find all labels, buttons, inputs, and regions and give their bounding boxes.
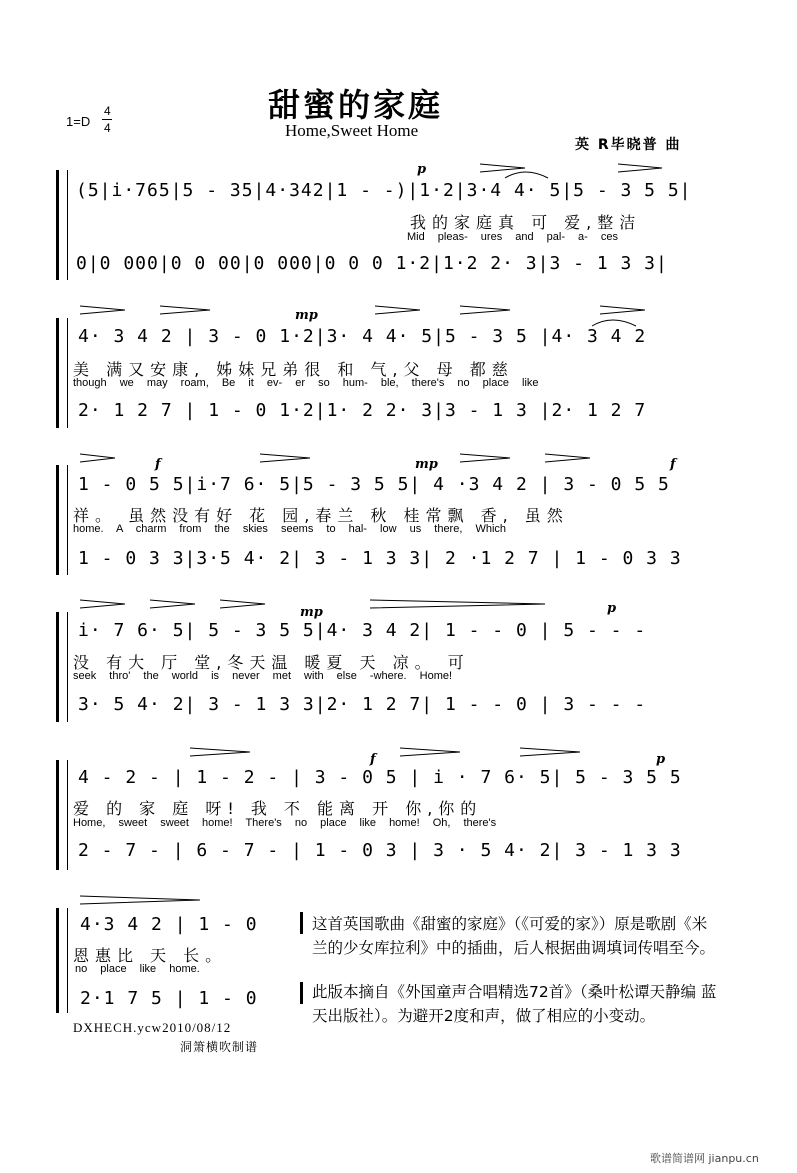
melody-line: 4· 3 4 2 | 3 - 0 1·2|3· 4 4· 5|5 - 3 5 |4· 3 4 2 (78, 326, 647, 347)
note-paragraph: 这首英国歌曲《甜蜜的家庭》（《可爱的家》）原是歌剧《米兰的少女库拉利》中的插曲，后人根据曲调填词传唱至今。 (312, 915, 716, 957)
lyrics-chinese: 祥。 虽然没有好 花 园,春兰 秋 桂常飘 香, 虽然 (73, 506, 569, 525)
crescendo-hairpin (480, 164, 525, 172)
crescendo-hairpin (375, 306, 420, 314)
harmony-line: 2· 1 2 7 | 1 - 0 1·2|1· 2 2· 3|3 - 1 3 |2· 1 2 7 (78, 400, 647, 421)
melody-line: 4·3 4 2 | 1 - 0 (80, 914, 258, 935)
time-signature-denominator: 4 (104, 121, 111, 135)
crescendo-hairpin (545, 454, 590, 462)
slur (592, 320, 636, 326)
song-subtitle: Home,Sweet Home (285, 121, 419, 140)
lyrics-chinese: 我的家庭真 可 爱,整洁 (410, 213, 642, 232)
crescendo-hairpin (460, 454, 510, 462)
note-paragraph: 此版本摘自《外国童声合唱精选72首》（桑叶松谭天静编 蓝天出版社）。为避开2度和声，做了相应的小变动。 (312, 983, 717, 1025)
crescendo-hairpin (260, 454, 310, 462)
dynamic-mark: p (656, 752, 666, 767)
melody-line: 1 - 0 5 5|i·7 6· 5|5 - 3 5 5| 4 ·3 4 2 | 3 - 0 5 5 (78, 474, 670, 495)
lyrics-chinese: 恩惠比 天 长。 (73, 946, 228, 965)
lyrics-english: Home, sweet sweet home! There's no place like home! Oh, there's (73, 817, 497, 829)
crescendo-hairpin (80, 600, 125, 608)
harmony-line: 2 - 7 - | 6 - 7 - | 1 - 0 3 | 3 · 5 4· 2| 3 - 1 3 3 (78, 840, 682, 861)
composer-credit: 英 R毕晓普 曲 (575, 137, 682, 153)
crescendo-hairpin (80, 896, 200, 904)
slur (505, 172, 548, 178)
crescendo-hairpin (460, 306, 510, 314)
song-title: 甜蜜的家庭 (268, 86, 444, 124)
lyrics-english: home. A charm from the skies seems to hal- low us there, Which (73, 523, 507, 535)
dynamic-mark: p (417, 162, 427, 177)
dynamic-mark: f (155, 457, 161, 472)
watermark: 歌谱简谱网 jianpu.cn (650, 1152, 759, 1165)
harmony-line: 3· 5 4· 2| 3 - 1 3 3|2· 1 2 7| 1 - - 0 | 3 - - - (78, 694, 647, 715)
harmony-line: 0|0 000|0 0 00|0 000|0 0 0 1·2|1·2 2· 3|3 - 1 3 3| (76, 253, 668, 274)
crescendo-hairpin (520, 748, 580, 756)
crescendo-hairpin (220, 600, 265, 608)
crescendo-hairpin (600, 306, 645, 314)
crescendo-hairpin (80, 454, 115, 462)
lyrics-chinese: 爱 的 家 庭 呀! 我 不 能离 开 你,你的 (73, 799, 483, 818)
crescendo-hairpin (190, 748, 250, 756)
key-signature: 1=D (66, 114, 91, 129)
lyrics-english: seek thro' the world is never met with else -where. Home! (73, 670, 453, 682)
crescendo-hairpin (80, 306, 125, 314)
dynamic-mark: mp (300, 605, 323, 620)
crescendo-hairpin (618, 164, 662, 172)
lyrics-english: Mid pleas- ures and pal- a- ces (407, 231, 619, 243)
dynamic-mark: f (670, 457, 676, 472)
lyrics-chinese: 美 满又安康, 姊妹兄弟很 和 气,父 母 都慈 (73, 360, 514, 379)
harmony-line: 1 - 0 3 3|3·5 4· 2| 3 - 1 3 3| 2 ·1 2 7 | 1 - 0 3 3 (78, 548, 682, 569)
melody-line: (5|i·765|5 - 35|4·342|1 - -)|1·2|3·4 4· 5|5 - 3 5 5| (76, 180, 692, 201)
dynamic-mark: p (607, 601, 617, 616)
crescendo-hairpin (400, 748, 460, 756)
credit-line: DXHECH.ycw2010/08/12 (73, 1020, 232, 1035)
lyrics-english: no place like home. (75, 963, 200, 975)
melody-line: 4 - 2 - | 1 - 2 - | 3 - 0 5 | i · 7 6· 5| 5 - 3 5 5 (78, 767, 682, 788)
crescendo-hairpin (160, 306, 210, 314)
dynamic-mark: mp (415, 457, 438, 472)
arranger-credit: 洞箫横吹制谱 (180, 1040, 259, 1054)
melody-line: i· 7 6· 5| 5 - 3 5 5|4· 3 4 2| 1 - - 0 | 5 - - - (78, 620, 647, 641)
time-signature-numerator: 4 (104, 104, 111, 118)
lyrics-chinese: 没 有大 厅 堂,冬天温 暖夏 天 凉。 可 (73, 653, 470, 672)
dynamic-mark: mp (295, 308, 318, 323)
dynamic-mark: f (370, 752, 376, 767)
crescendo-hairpin (370, 600, 545, 608)
harmony-line: 2·1 7 5 | 1 - 0 (80, 988, 258, 1009)
lyrics-english: though we may roam, Be it ev- er so hum- ble, there's no place like (73, 377, 539, 389)
crescendo-hairpin (150, 600, 195, 608)
